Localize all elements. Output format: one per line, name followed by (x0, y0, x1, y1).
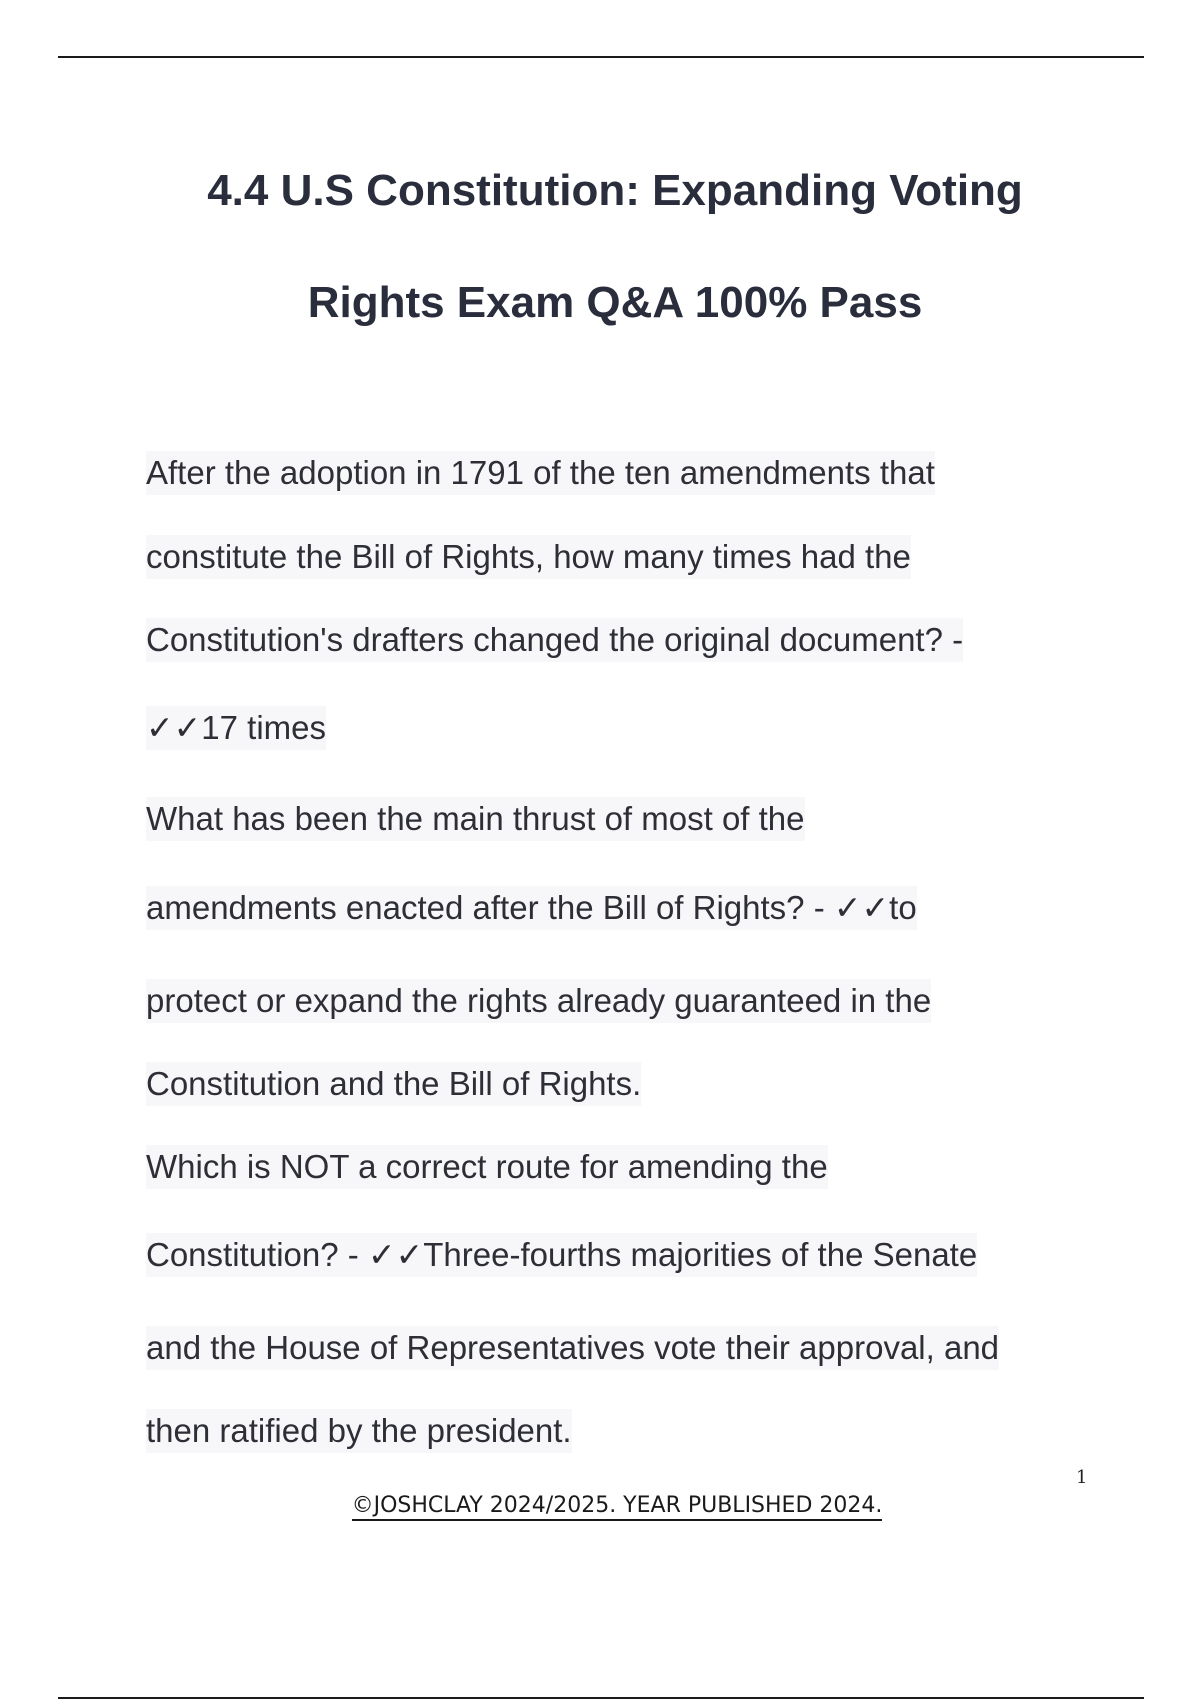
page-number: 1 (1076, 1467, 1088, 1488)
body-line-10: Constitution? - ✓✓Three-fourths majorities of the Senate (146, 1233, 977, 1277)
top-rule (58, 56, 1144, 58)
body-line-5: What has been the main thrust of most of the (146, 797, 805, 841)
title-line-1: 4.4 U.S Constitution: Expanding Voting (207, 166, 1023, 215)
body-line-12: then ratified by the president. (146, 1409, 572, 1453)
document-title (100, 135, 1130, 359)
body-line-8: Constitution and the Bill of Rights. (146, 1062, 641, 1106)
body-line-7: protect or expand the rights already guaranteed in the (146, 979, 931, 1023)
body-line-9: Which is NOT a correct route for amending the (146, 1145, 828, 1189)
body-line-3: Constitution's drafters changed the original document? - (146, 618, 963, 662)
body-line-11: and the House of Representatives vote their approval, and (146, 1326, 999, 1370)
footer-copyright (0, 1493, 1200, 1518)
footer-copyright-text: ©JOSHCLAY 2024/2025. YEAR PUBLISHED 2024. (352, 1493, 883, 1521)
title-line-2: Rights Exam Q&A 100% Pass (307, 278, 923, 327)
body-line-6: amendments enacted after the Bill of Rights? - ✓✓to (146, 886, 917, 930)
body-line-1: After the adoption in 1791 of the ten amendments that (146, 451, 935, 495)
bottom-rule (58, 1697, 1144, 1699)
body-line-4: ✓✓17 times (146, 706, 326, 750)
body-line-2: constitute the Bill of Rights, how many times had the (146, 535, 911, 579)
